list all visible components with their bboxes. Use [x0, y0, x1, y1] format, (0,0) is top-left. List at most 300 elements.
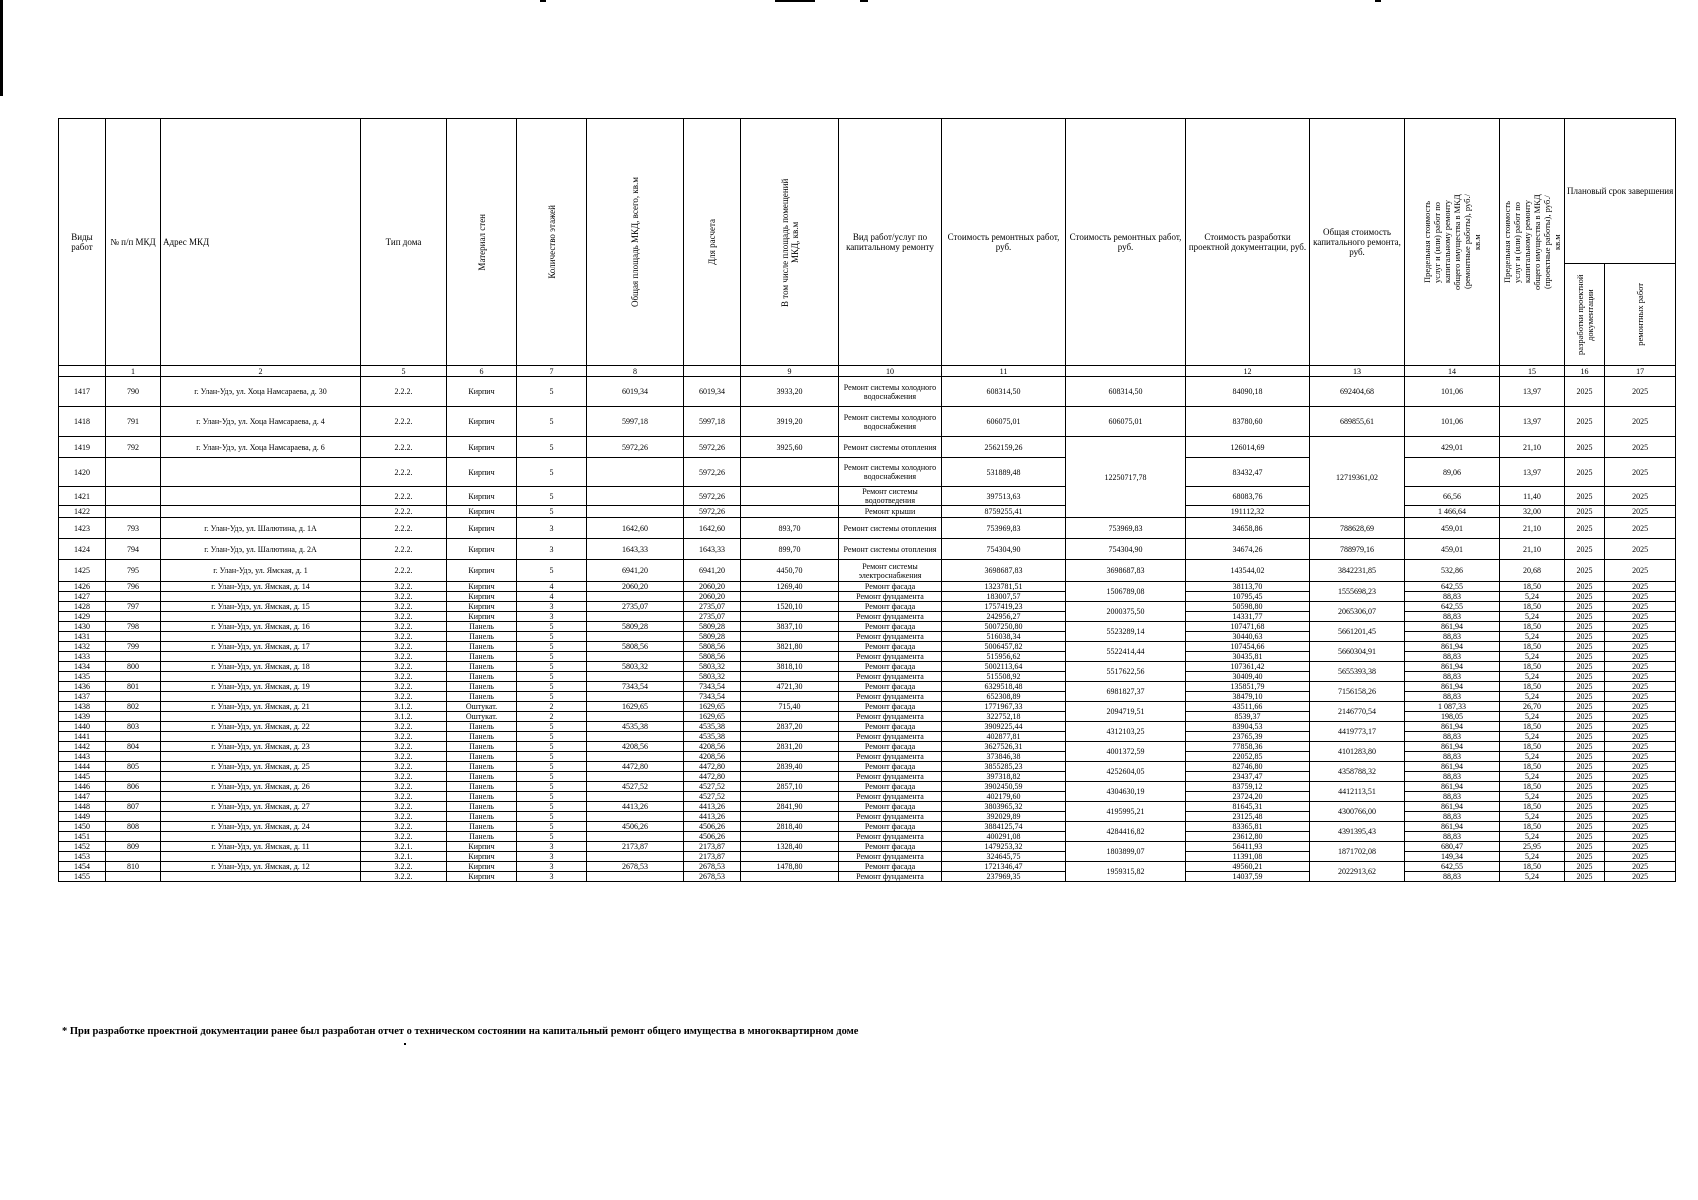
repair-kind-cell: Ремонт фасада	[839, 682, 942, 692]
row-id: 1432	[59, 642, 106, 652]
row-id: 1427	[59, 592, 106, 602]
repair-kind-cell: Ремонт системы водоотведения	[839, 487, 942, 506]
repair-cost-total-cell: 3698687,83	[1066, 560, 1186, 582]
house-type-cell: 3.1.2.	[361, 712, 447, 722]
repair-cost-cell: 3902450,59	[942, 782, 1066, 792]
limit-repair-cell: 861,94	[1405, 802, 1500, 812]
repair-cost-cell: 402877,81	[942, 732, 1066, 742]
house-type-cell: 3.2.2.	[361, 652, 447, 662]
address-cell	[161, 852, 361, 862]
deadline-repair-cell: 2025	[1605, 772, 1676, 782]
row-id: 1434	[59, 662, 106, 672]
header-repair-cost: Стоимость ремонтных работ, руб.	[942, 119, 1066, 366]
row-id: 1431	[59, 632, 106, 642]
address-cell	[161, 612, 361, 622]
address-cell: г. Улан-Удэ, ул. Ямская, д. 19	[161, 682, 361, 692]
table-row	[59, 407, 1676, 437]
mkd-number: 809	[106, 842, 161, 852]
repair-cost-cell: 183007,57	[942, 592, 1066, 602]
premises-area-cell: 2831,20	[741, 742, 839, 752]
total-cost-cell: 12719361,02	[1310, 437, 1405, 518]
limit-repair-cell: 66,56	[1405, 487, 1500, 506]
floors-cell: 5	[517, 560, 587, 582]
repair-cost-total-cell: 2094719,51	[1066, 702, 1186, 722]
mkd-number	[106, 712, 161, 722]
premises-area-cell: 3837,10	[741, 622, 839, 632]
house-type-cell: 2.2.2.	[361, 458, 447, 487]
design-cost-cell: 77858,36	[1186, 742, 1310, 752]
total-cost-cell: 1555698,23	[1310, 582, 1405, 602]
repair-cost-cell: 324645,75	[942, 852, 1066, 862]
wall-material-cell: Панель	[447, 692, 517, 702]
header-wall-material: Материал стен	[447, 119, 517, 366]
floors-cell: 5	[517, 782, 587, 792]
header-mkd-number: № п/п МКД	[106, 119, 161, 366]
deadline-design-cell: 2025	[1565, 762, 1605, 772]
repair-cost-total-cell: 4001372,59	[1066, 742, 1186, 762]
premises-area-cell: 1478,80	[741, 862, 839, 872]
wall-material-cell: Оштукат.	[447, 702, 517, 712]
deadline-design-cell: 2025	[1565, 642, 1605, 652]
wall-material-cell: Кирпич	[447, 612, 517, 622]
repair-cost-cell: 3855285,23	[942, 762, 1066, 772]
row-id: 1449	[59, 812, 106, 822]
limit-repair-cell: 1 087,33	[1405, 702, 1500, 712]
repair-kind-cell: Ремонт фасада	[839, 642, 942, 652]
header-limit-cost-design: Предельная стоимость услуг и (или) работ по капитальному ремонту общего имущества в МКД (проектные работы), руб./кв.м	[1500, 119, 1565, 366]
limit-design-cell: 13,97	[1500, 407, 1565, 437]
wall-material-cell: Панель	[447, 752, 517, 762]
repair-kind-cell: Ремонт фундамента	[839, 692, 942, 702]
total-area-cell	[587, 612, 684, 622]
floors-cell: 5	[517, 642, 587, 652]
repair-cost-total-cell: 753969,83	[1066, 518, 1186, 539]
repair-kind-cell: Ремонт системы холодного водоснабжения	[839, 458, 942, 487]
mkd-number: 798	[106, 622, 161, 632]
col-number: 5	[361, 366, 447, 377]
col-number	[1066, 366, 1186, 377]
floors-cell: 5	[517, 792, 587, 802]
wall-material-cell: Панель	[447, 732, 517, 742]
mkd-number: 805	[106, 762, 161, 772]
col-number: 8	[587, 366, 684, 377]
total-area-cell: 4527,52	[587, 782, 684, 792]
floors-cell: 5	[517, 506, 587, 518]
limit-design-cell: 20,68	[1500, 560, 1565, 582]
repair-cost-cell: 402179,60	[942, 792, 1066, 802]
repair-cost-total-cell: 5522414,44	[1066, 642, 1186, 662]
total-area-cell	[587, 852, 684, 862]
premises-area-cell	[741, 672, 839, 682]
table-row	[59, 592, 1676, 602]
calc-area-cell: 5803,32	[684, 662, 741, 672]
header-limit-cost-repair: Предельная стоимость услуг и (или) работ по капитальному ремонту общего имущества в МКД (ремонтные работы), руб./кв.м	[1405, 119, 1500, 366]
limit-design-cell: 5,24	[1500, 852, 1565, 862]
total-area-cell	[587, 487, 684, 506]
address-cell: г. Улан-Удэ, ул. Ямская, д. 21	[161, 702, 361, 712]
repair-kind-cell: Ремонт фасада	[839, 662, 942, 672]
limit-repair-cell: 429,01	[1405, 437, 1500, 458]
premises-area-cell	[741, 812, 839, 822]
repair-kind-cell: Ремонт фасада	[839, 862, 942, 872]
total-cost-cell: 788979,16	[1310, 539, 1405, 560]
repair-kind-cell: Ремонт фундамента	[839, 632, 942, 642]
mkd-number	[106, 592, 161, 602]
table-row	[59, 872, 1676, 882]
limit-repair-cell: 861,94	[1405, 762, 1500, 772]
deadline-design-cell: 2025	[1565, 407, 1605, 437]
limit-design-cell: 18,50	[1500, 582, 1565, 592]
house-type-cell: 3.2.2.	[361, 662, 447, 672]
footnote: * При разработке проектной документации ранее был разработан отчет о техническом состоянии на капитальный ремонт общего имущества в многоквартирном доме	[62, 1026, 859, 1037]
limit-repair-cell: 861,94	[1405, 622, 1500, 632]
floors-cell: 4	[517, 582, 587, 592]
row-id: 1453	[59, 852, 106, 862]
wall-material-cell: Кирпич	[447, 602, 517, 612]
deadline-repair-cell: 2025	[1605, 642, 1676, 652]
address-cell	[161, 652, 361, 662]
limit-design-cell: 5,24	[1500, 872, 1565, 882]
mkd-number: 795	[106, 560, 161, 582]
total-cost-cell: 5661201,45	[1310, 622, 1405, 642]
limit-repair-cell: 88,83	[1405, 632, 1500, 642]
wall-material-cell: Панель	[447, 662, 517, 672]
floors-cell: 5	[517, 752, 587, 762]
floors-cell: 5	[517, 437, 587, 458]
calc-area-cell: 2678,53	[684, 862, 741, 872]
limit-design-cell: 5,24	[1500, 652, 1565, 662]
floors-cell: 5	[517, 762, 587, 772]
limit-design-cell: 18,50	[1500, 662, 1565, 672]
deadline-repair-cell: 2025	[1605, 662, 1676, 672]
repair-cost-total-cell: 1506789,08	[1066, 582, 1186, 602]
address-cell	[161, 592, 361, 602]
premises-area-cell	[741, 592, 839, 602]
deadline-repair-cell: 2025	[1605, 602, 1676, 612]
deadline-repair-cell: 2025	[1605, 437, 1676, 458]
repair-cost-cell: 754304,90	[942, 539, 1066, 560]
header-total-area: Общая площадь МКД, всего, кв.м	[587, 119, 684, 366]
repair-register-table	[58, 118, 1676, 882]
deadline-repair-cell: 2025	[1605, 506, 1676, 518]
limit-repair-cell: 532,86	[1405, 560, 1500, 582]
deadline-design-cell: 2025	[1565, 692, 1605, 702]
mkd-number: 803	[106, 722, 161, 732]
header-work-type: Виды работ	[59, 119, 106, 366]
design-cost-cell: 43511,66	[1186, 702, 1310, 712]
wall-material-cell: Кирпич	[447, 458, 517, 487]
repair-kind-cell: Ремонт фасада	[839, 622, 942, 632]
table-row	[59, 652, 1676, 662]
calc-area-cell: 2173,87	[684, 852, 741, 862]
design-cost-cell: 83759,12	[1186, 782, 1310, 792]
total-area-cell	[587, 506, 684, 518]
total-cost-cell: 692404,68	[1310, 377, 1405, 407]
mkd-number	[106, 812, 161, 822]
limit-repair-cell: 88,83	[1405, 672, 1500, 682]
row-id: 1447	[59, 792, 106, 802]
design-cost-cell: 30435,81	[1186, 652, 1310, 662]
mkd-number	[106, 506, 161, 518]
premises-area-cell	[741, 506, 839, 518]
calc-area-cell: 2060,20	[684, 582, 741, 592]
table-row	[59, 852, 1676, 862]
repair-cost-total-cell: 754304,90	[1066, 539, 1186, 560]
deadline-repair-cell: 2025	[1605, 560, 1676, 582]
mkd-number	[106, 852, 161, 862]
col-number: 13	[1310, 366, 1405, 377]
scan-top-mark	[1375, 0, 1381, 2]
repair-kind-cell: Ремонт фундамента	[839, 772, 942, 782]
repair-cost-total-cell: 5517622,56	[1066, 662, 1186, 682]
address-cell: г. Улан-Удэ, ул. Ямская, д. 15	[161, 602, 361, 612]
wall-material-cell: Кирпич	[447, 872, 517, 882]
premises-area-cell: 899,70	[741, 539, 839, 560]
address-cell	[161, 752, 361, 762]
premises-area-cell: 4721,30	[741, 682, 839, 692]
limit-repair-cell: 88,83	[1405, 772, 1500, 782]
deadline-repair-cell: 2025	[1605, 712, 1676, 722]
table-row	[59, 560, 1676, 582]
repair-kind-cell: Ремонт фасада	[839, 602, 942, 612]
address-cell: г. Улан-Удэ, ул. Ямская, д. 27	[161, 802, 361, 812]
repair-cost-total-cell: 1959315,82	[1066, 862, 1186, 882]
calc-area-cell: 2735,07	[684, 602, 741, 612]
design-cost-cell: 68083,76	[1186, 487, 1310, 506]
limit-design-cell: 13,97	[1500, 377, 1565, 407]
mkd-number	[106, 632, 161, 642]
deadline-design-cell: 2025	[1565, 792, 1605, 802]
table-row	[59, 692, 1676, 702]
mkd-number: 806	[106, 782, 161, 792]
header-repair-cost-total: Стоимость ремонтных работ, руб.	[1066, 119, 1186, 366]
repair-kind-cell: Ремонт системы отопления	[839, 437, 942, 458]
calc-area-cell: 5808,56	[684, 642, 741, 652]
row-id: 1425	[59, 560, 106, 582]
total-area-cell: 2060,20	[587, 582, 684, 592]
deadline-design-cell: 2025	[1565, 742, 1605, 752]
wall-material-cell: Кирпич	[447, 862, 517, 872]
house-type-cell: 2.2.2.	[361, 506, 447, 518]
table-row	[59, 762, 1676, 772]
total-area-cell	[587, 732, 684, 742]
repair-kind-cell: Ремонт фундамента	[839, 652, 942, 662]
scan-edge-mark	[0, 0, 3, 96]
address-cell: г. Улан-Удэ, ул. Ямская, д. 17	[161, 642, 361, 652]
premises-area-cell	[741, 772, 839, 782]
floors-cell: 5	[517, 732, 587, 742]
design-cost-cell: 56411,93	[1186, 842, 1310, 852]
limit-repair-cell: 861,94	[1405, 782, 1500, 792]
floors-cell: 5	[517, 832, 587, 842]
house-type-cell: 3.2.1.	[361, 852, 447, 862]
header-address: Адрес МКД	[161, 119, 361, 366]
house-type-cell: 3.2.2.	[361, 752, 447, 762]
total-area-cell: 1642,60	[587, 518, 684, 539]
calc-area-cell: 1643,33	[684, 539, 741, 560]
wall-material-cell: Панель	[447, 742, 517, 752]
col-number: 16	[1565, 366, 1605, 377]
limit-repair-cell: 861,94	[1405, 682, 1500, 692]
row-id: 1417	[59, 377, 106, 407]
repair-cost-cell: 1771967,33	[942, 702, 1066, 712]
repair-cost-cell: 242956,27	[942, 612, 1066, 622]
floors-cell: 5	[517, 682, 587, 692]
address-cell	[161, 487, 361, 506]
repair-cost-total-cell: 4304630,19	[1066, 782, 1186, 802]
design-cost-cell: 107454,66	[1186, 642, 1310, 652]
address-cell: г. Улан-Удэ, ул. Хоца Намсараева, д. 30	[161, 377, 361, 407]
deadline-repair-cell: 2025	[1605, 792, 1676, 802]
calc-area-cell: 4527,52	[684, 782, 741, 792]
house-type-cell: 3.2.2.	[361, 682, 447, 692]
total-cost-cell: 5660304,91	[1310, 642, 1405, 662]
limit-repair-cell: 88,83	[1405, 692, 1500, 702]
row-id: 1446	[59, 782, 106, 792]
calc-area-cell: 6941,20	[684, 560, 741, 582]
limit-design-cell: 18,50	[1500, 622, 1565, 632]
design-cost-cell: 81645,31	[1186, 802, 1310, 812]
premises-area-cell	[741, 458, 839, 487]
wall-material-cell: Панель	[447, 792, 517, 802]
row-id: 1444	[59, 762, 106, 772]
total-cost-cell: 4101283,80	[1310, 742, 1405, 762]
address-cell: г. Улан-Удэ, ул. Ямская, д. 25	[161, 762, 361, 772]
repair-cost-total-cell: 1803899,07	[1066, 842, 1186, 862]
limit-design-cell: 5,24	[1500, 832, 1565, 842]
floors-cell: 5	[517, 377, 587, 407]
total-area-cell: 1643,33	[587, 539, 684, 560]
deadline-repair-cell: 2025	[1605, 377, 1676, 407]
deadline-design-cell: 2025	[1565, 822, 1605, 832]
row-id: 1433	[59, 652, 106, 662]
address-cell	[161, 872, 361, 882]
total-cost-cell: 5655393,38	[1310, 662, 1405, 682]
limit-repair-cell: 88,83	[1405, 612, 1500, 622]
address-cell: г. Улан-Удэ, ул. Хоца Намсараева, д. 6	[161, 437, 361, 458]
col-number: 15	[1500, 366, 1565, 377]
total-area-cell: 6941,20	[587, 560, 684, 582]
design-cost-cell: 23437,47	[1186, 772, 1310, 782]
repair-cost-cell: 652308,89	[942, 692, 1066, 702]
limit-repair-cell: 861,94	[1405, 822, 1500, 832]
design-cost-cell: 107361,42	[1186, 662, 1310, 672]
design-cost-cell: 34658,86	[1186, 518, 1310, 539]
total-area-cell: 5972,26	[587, 437, 684, 458]
repair-cost-total-cell: 4252604,05	[1066, 762, 1186, 782]
address-cell	[161, 506, 361, 518]
calc-area-cell: 5972,26	[684, 437, 741, 458]
repair-kind-cell: Ремонт фасада	[839, 802, 942, 812]
calc-area-cell: 4506,26	[684, 822, 741, 832]
mkd-number	[106, 612, 161, 622]
repair-kind-cell: Ремонт фундамента	[839, 792, 942, 802]
floors-cell: 5	[517, 772, 587, 782]
repair-kind-cell: Ремонт фундамента	[839, 852, 942, 862]
address-cell: г. Улан-Удэ, ул. Шалютина, д. 2А	[161, 539, 361, 560]
house-type-cell: 3.2.2.	[361, 832, 447, 842]
deadline-design-cell: 2025	[1565, 672, 1605, 682]
address-cell	[161, 772, 361, 782]
deadline-repair-cell: 2025	[1605, 722, 1676, 732]
header-floors: Количество этажей	[517, 119, 587, 366]
repair-cost-cell: 515508,92	[942, 672, 1066, 682]
limit-repair-cell: 88,83	[1405, 652, 1500, 662]
house-type-cell: 3.2.2.	[361, 722, 447, 732]
house-type-cell: 3.2.2.	[361, 822, 447, 832]
address-cell: г. Улан-Удэ, ул. Ямская, д. 14	[161, 582, 361, 592]
scan-dot	[404, 1043, 406, 1045]
deadline-repair-cell: 2025	[1605, 702, 1676, 712]
house-type-cell: 3.2.2.	[361, 762, 447, 772]
mkd-number	[106, 672, 161, 682]
repair-kind-cell: Ремонт фундамента	[839, 592, 942, 602]
repair-cost-cell: 3909225,44	[942, 722, 1066, 732]
table-row	[59, 602, 1676, 612]
limit-design-cell: 5,24	[1500, 772, 1565, 782]
table-row	[59, 712, 1676, 722]
limit-design-cell: 5,24	[1500, 612, 1565, 622]
premises-area-cell: 2839,40	[741, 762, 839, 772]
calc-area-cell: 4527,52	[684, 792, 741, 802]
total-cost-cell: 7156158,26	[1310, 682, 1405, 702]
row-id: 1419	[59, 437, 106, 458]
limit-design-cell: 18,50	[1500, 782, 1565, 792]
total-area-cell: 5808,56	[587, 642, 684, 652]
mkd-number: 799	[106, 642, 161, 652]
premises-area-cell	[741, 752, 839, 762]
row-id: 1451	[59, 832, 106, 842]
house-type-cell: 2.2.2.	[361, 487, 447, 506]
mkd-number	[106, 692, 161, 702]
table-row	[59, 672, 1676, 682]
floors-cell: 5	[517, 672, 587, 682]
repair-cost-cell: 753969,83	[942, 518, 1066, 539]
limit-repair-cell: 88,83	[1405, 792, 1500, 802]
repair-cost-cell: 237969,35	[942, 872, 1066, 882]
premises-area-cell: 3821,80	[741, 642, 839, 652]
mkd-number: 801	[106, 682, 161, 692]
wall-material-cell: Панель	[447, 652, 517, 662]
limit-design-cell: 5,24	[1500, 592, 1565, 602]
floors-cell: 2	[517, 712, 587, 722]
wall-material-cell: Панель	[447, 782, 517, 792]
deadline-design-cell: 2025	[1565, 539, 1605, 560]
wall-material-cell: Кирпич	[447, 487, 517, 506]
repair-kind-cell: Ремонт системы электроснабжения	[839, 560, 942, 582]
deadline-repair-cell: 2025	[1605, 862, 1676, 872]
row-id: 1440	[59, 722, 106, 732]
limit-design-cell: 18,50	[1500, 642, 1565, 652]
design-cost-cell: 30440,63	[1186, 632, 1310, 642]
limit-repair-cell: 88,83	[1405, 732, 1500, 742]
design-cost-cell: 84090,18	[1186, 377, 1310, 407]
calc-area-cell: 4472,80	[684, 772, 741, 782]
repair-kind-cell: Ремонт системы отопления	[839, 518, 942, 539]
repair-cost-cell: 322752,18	[942, 712, 1066, 722]
deadline-repair-cell: 2025	[1605, 872, 1676, 882]
table-row	[59, 702, 1676, 712]
premises-area-cell: 4450,70	[741, 560, 839, 582]
limit-repair-cell: 861,94	[1405, 642, 1500, 652]
limit-design-cell: 32,00	[1500, 506, 1565, 518]
wall-material-cell: Кирпич	[447, 437, 517, 458]
design-cost-cell: 82746,80	[1186, 762, 1310, 772]
deadline-repair-cell: 2025	[1605, 802, 1676, 812]
deadline-design-cell: 2025	[1565, 842, 1605, 852]
limit-design-cell: 5,24	[1500, 712, 1565, 722]
wall-material-cell: Панель	[447, 672, 517, 682]
